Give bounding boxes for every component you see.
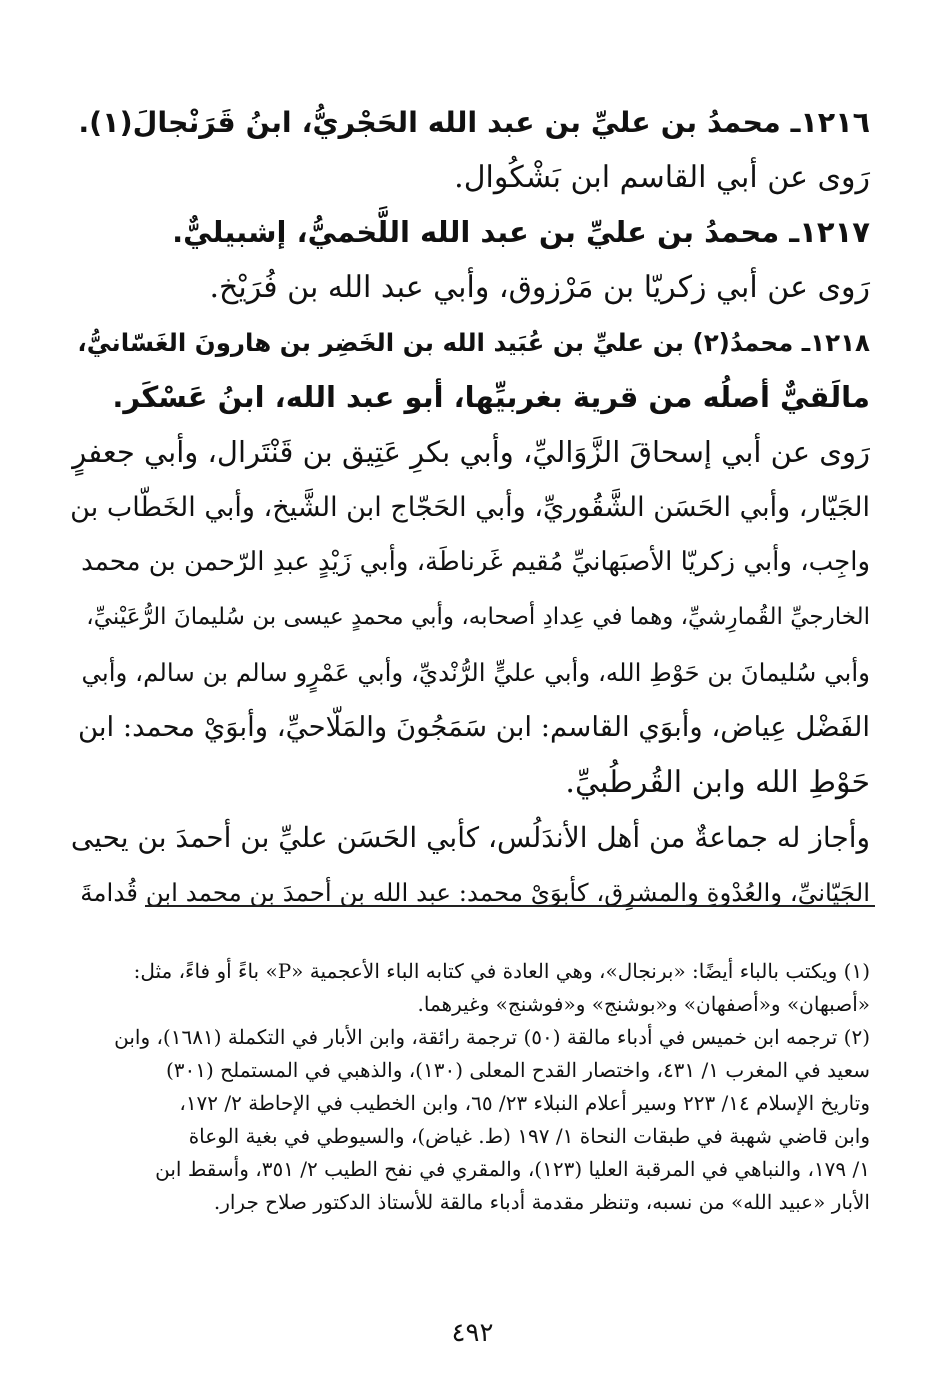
footnote-line: سعيد في المغرب ١/ ٤٣١، واختصار القدح المعلى (١٣٠)، والذهبي في المستملح (٣٠١): [165, 1058, 870, 1082]
entry-1216-heading: ١٢١٦ـ محمدُ بن عليِّ بن عبد الله الحَجْريُّ، ابنُ قَرَنْجالَ(١).: [78, 106, 870, 139]
entry-1217-heading: ١٢١٧ـ محمدُ بن عليِّ بن عبد الله اللَّخميُّ، إشبيليٌّ.: [172, 215, 870, 249]
footnote-line: (١) ويكتب بالباء أيضًا: «برنجال»، وهي العادة في كتابه الباء الأعجمية «P» باءً أو فاءً، مثل:: [133, 959, 870, 983]
footnote-line: وتاريخ الإسلام ١٤/ ٢٢٣ وسير أعلام النبلاء ٢٣/ ٦٥، وابن الخطيب في الإحاطة ٢/ ١٧٢،: [179, 1091, 870, 1115]
entry-1218-body-line1: رَوى عن أبي إسحاقَ الزَّوَاليِّ، وأبي بكرِ عَتِيق بن قَنْتَرال، وأبي جعفرٍ: [72, 435, 870, 469]
entry-1218-body-line6: الفَضْل عِياض، وأبوَي القاسم: ابن سَمَجُونَ والمَلّاحيِّ، وأبوَيْ محمد: ابن: [77, 711, 870, 743]
footnotes: [70, 955, 870, 1219]
page-number: ٤٩٢: [451, 1318, 494, 1348]
entry-1218-body-line2: الجَيّار، وأبي الحَسَن الشَّقُوريِّ، وأبي الحَجّاج ابن الشَّيخ، وأبي الخَطّاب بن: [70, 492, 870, 523]
entry-1218-heading-line1: ١٢١٨ـ محمدُ(٢) بن عليِّ بن عُبَيد الله بن الخَضِر بن هارونَ الغَسّانيُّ،: [77, 328, 870, 357]
ijaza-line2: الجَيّانيِّ، والعُدْوةِ والمشرِق، كأبوَيْ محمد: عبد الله بن أحمدَ بن محمد ابن قُدامةَ: [80, 878, 870, 907]
entry-1218-body-line7: حَوْطِ الله وابن القُرطُبيِّ.: [565, 765, 870, 800]
footnote-line: وابن قاضي شهبة في طبقات النحاة ١/ ١٩٧ (ط. غياض)، والسيوطي في بغية الوعاة: [188, 1124, 870, 1148]
ijaza-line1: وأجاز له جماعةٌ من أهل الأندَلُس، كأبي الحَسَن عليِّ بن أحمدَ بن يحيى: [70, 821, 870, 854]
entry-1217-body: رَوى عن أبي زكريّا بن مَرْزوق، وأبي عبد الله بن فُرَيْخ.: [209, 270, 870, 305]
entry-1218-body-line4: الخارجيِّ القُمارِشيِّ، وهما في عِدادِ أصحابه، وأبي محمدٍ عيسى بن سُليمانَ الرُّعَيْنيِّ،: [86, 604, 870, 630]
main-text: [70, 95, 870, 920]
footnote-line: (٢) ترجمه ابن خميس في أدباء مالقة (٥٠) ترجمة رائقة، وابن الأبار في التكملة (١٦٨١)، وابن: [114, 1025, 870, 1049]
footnote-line: «أصبهان» و«أصفهان» و«بوشنج» و«فوشنج» وغيرهما.: [417, 992, 870, 1016]
entry-1218-body-line3: واجِب، وأبي زكريّا الأصبَهانيِّ مُقيم غَرناطَة، وأبي زَيْدٍ عبدِ الرّحمن بن محمد: [81, 547, 870, 577]
entry-1218-heading-line2: مالَقيٌّ أصلُه من قرية بغربيِّها، أبو عبد الله، ابنُ عَسْكَر.: [112, 380, 870, 414]
footnote-line: ١/ ١٧٩، والنباهي في المرقبة العليا (١٢٣)، والمقري في نفح الطيب ٢/ ٣٥١، وأسقط ابن: [155, 1157, 870, 1181]
entry-1216-body: رَوى عن أبي القاسم ابن بَشْكُوال.: [454, 160, 870, 195]
footnote-separator: [145, 905, 875, 907]
entry-1218-body-line5: وأبي سُليمانَ بن حَوْطِ الله، وأبي عليٍّ الرُّنْديِّ، وأبي عَمْرٍو سالم بن سالم، وأبي: [81, 658, 870, 687]
footnote-line: الأبار «عبيد الله» من نسبه، وتنظر مقدمة أدباء مالقة للأستاذ الدكتور صلاح جرار.: [213, 1190, 870, 1214]
